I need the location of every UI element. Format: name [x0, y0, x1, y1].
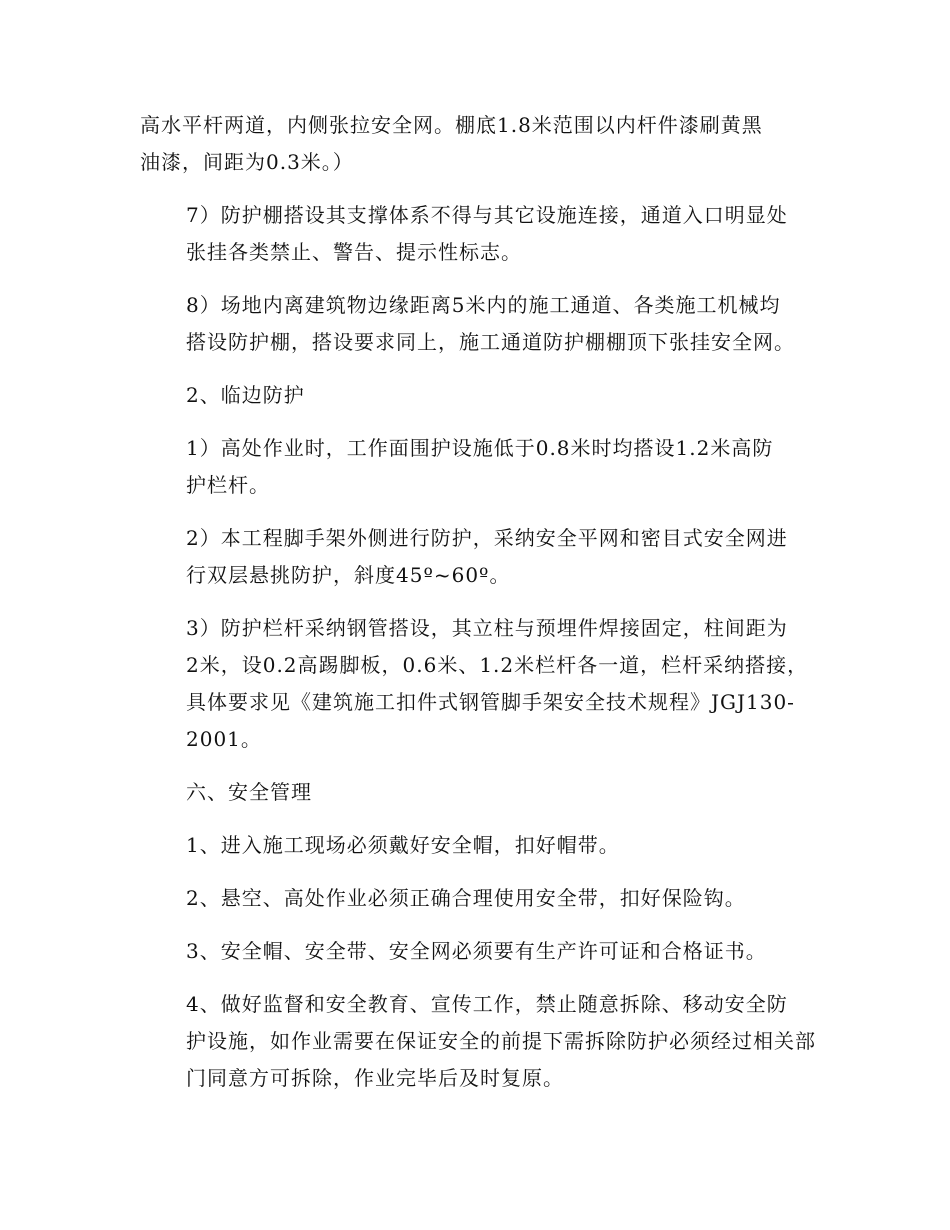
text-line: 护栏杆。 [186, 473, 270, 497]
paragraph-edge-item-1 [140, 430, 810, 504]
section-heading-safety-management [140, 774, 810, 811]
paragraph-edge-item-2 [140, 520, 810, 594]
text-line: 3）防护栏杆采纳钢管搭设，其立柱与预埋件焊接固定，柱间距为 [186, 616, 788, 640]
text-line: 护设施，如作业需要在保证安全的前提下需拆除防护必须经过相关部 [186, 1029, 816, 1053]
text-line: 具体要求见《建筑施工扣件式钢管脚手架安全技术规程》JGJ130- [186, 690, 795, 714]
text-line: 3、安全帽、安全带、安全网必须要有生产许可证和合格证书。 [186, 939, 767, 963]
text-line: 油漆，间距为0.3米。） [140, 150, 354, 174]
text-line: 1、进入施工现场必须戴好安全帽，扣好帽带。 [186, 833, 620, 857]
text-line: 2、临边防护 [186, 383, 305, 407]
document-body [140, 107, 816, 1113]
text-line: 2、悬空、高处作业必须正确合理使用安全带，扣好保险钩。 [186, 886, 746, 910]
text-line: 8）场地内离建筑物边缘距离5米内的施工通道、各类施工机械均 [186, 293, 781, 317]
text-line: 7）防护棚搭设其支撑体系不得与其它设施连接，通道入口明显处 [186, 203, 788, 227]
text-line: 行双层悬挑防护，斜度45º~60º。 [186, 563, 511, 587]
paragraph-item-7 [140, 197, 810, 271]
paragraph-netting-continued [140, 107, 810, 181]
text-line: 张挂各类禁止、警告、提示性标志。 [186, 240, 522, 264]
paragraph-safety-item-4 [140, 986, 816, 1097]
paragraph-safety-item-1 [140, 827, 810, 864]
text-line: 门同意方可拆除，作业完毕后及时复原。 [186, 1066, 564, 1090]
text-line: 4、做好监督和安全教育、宣传工作，禁止随意拆除、移动安全防 [186, 992, 788, 1016]
text-line: 2）本工程脚手架外侧进行防护，采纳安全平网和密目式安全网进 [186, 526, 788, 550]
text-line: 1）高处作业时，工作面围护设施低于0.8米时均搭设1.2米高防 [186, 436, 774, 460]
text-line: 高水平杆两道，内侧张拉安全网。棚底1.8米范围以内杆件漆刷黄黑 [140, 113, 763, 137]
paragraph-edge-item-3 [140, 610, 810, 758]
section-heading-edge-protection [140, 377, 810, 414]
text-line: 2001。 [186, 727, 262, 751]
text-line: 2米，设0.2高踢脚板，0.6米、1.2米栏杆各一道，栏杆采纳搭接， [186, 653, 809, 677]
paragraph-safety-item-2 [140, 880, 810, 917]
paragraph-safety-item-3 [140, 933, 810, 970]
paragraph-item-8 [140, 287, 810, 361]
text-line: 六、安全管理 [186, 780, 312, 804]
text-line: 搭设防护棚，搭设要求同上，施工通道防护棚棚顶下张挂安全网。 [186, 330, 795, 354]
